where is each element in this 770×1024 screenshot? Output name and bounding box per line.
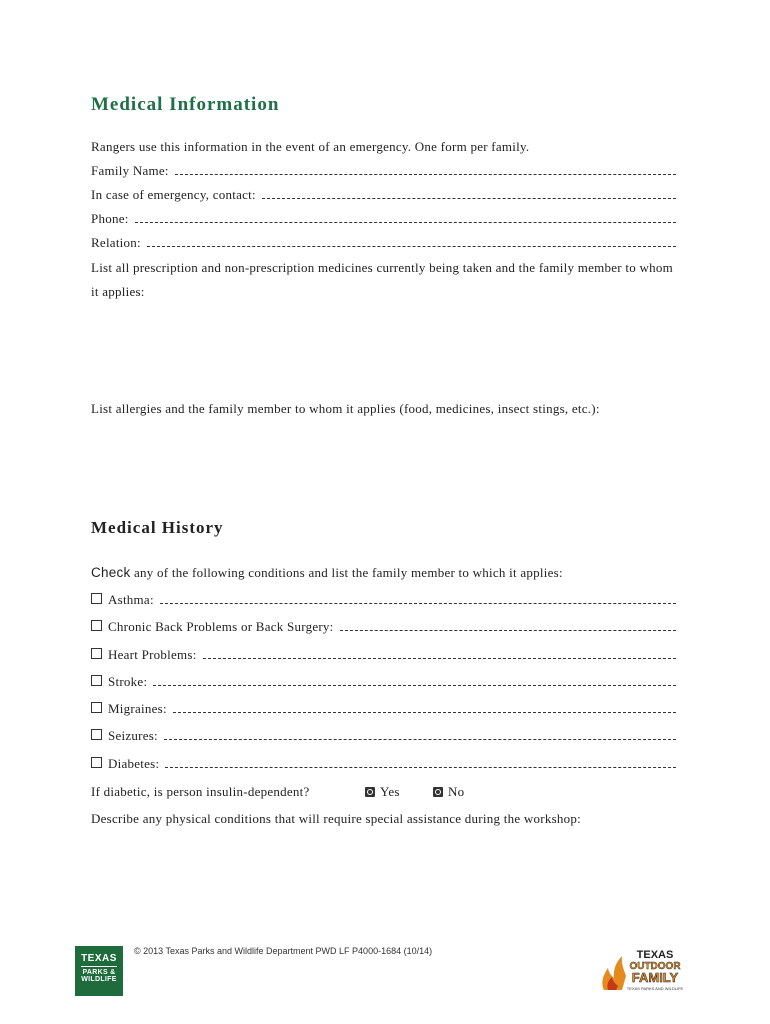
condition-blank[interactable] (173, 701, 676, 713)
condition-blank[interactable] (340, 619, 676, 631)
condition-label: Seizures: (108, 728, 158, 743)
medical-history-heading: Medical History (91, 518, 224, 537)
allergies-prompt: List allergies and the family member to whom it applies (food, medicines, insect stings, etc.): (91, 401, 600, 416)
condition-label: Asthma: (108, 592, 154, 607)
tpw-logo: TEXAS PARKS & WILDLIFE (75, 946, 123, 996)
checkbox-icon[interactable] (91, 648, 102, 659)
condition-row-migraines[interactable] (91, 701, 676, 717)
insulin-question: If diabetic, is person insulin-dependent? (91, 784, 310, 799)
condition-label: Diabetes: (108, 756, 160, 771)
phone-field[interactable] (91, 211, 676, 227)
condition-blank[interactable] (164, 728, 676, 740)
condition-label: Migraines: (108, 701, 167, 716)
svg-text:TEXAS PARKS AND WILDLIFE: TEXAS PARKS AND WILDLIFE (626, 986, 684, 991)
checkbox-icon[interactable] (91, 675, 102, 686)
condition-blank[interactable] (160, 592, 676, 604)
condition-blank[interactable] (165, 756, 676, 768)
checkbox-icon[interactable] (91, 593, 102, 604)
condition-label: Stroke: (108, 674, 148, 689)
family-name-label: Family Name: (91, 163, 169, 178)
condition-blank[interactable] (153, 674, 676, 686)
no-option[interactable]: No (433, 784, 464, 800)
condition-row-stroke[interactable] (91, 674, 676, 690)
checkbox-icon[interactable] (91, 729, 102, 740)
family-name-field[interactable] (91, 163, 676, 179)
intro-text: Rangers use this information in the event of an emergency. One form per family. (91, 139, 530, 154)
emergency-contact-label: In case of emergency, contact: (91, 187, 256, 202)
family-name-blank[interactable] (175, 163, 676, 175)
emergency-contact-blank[interactable] (262, 187, 676, 199)
phone-blank[interactable] (135, 211, 676, 223)
phone-label: Phone: (91, 211, 129, 226)
relation-blank[interactable] (147, 235, 676, 247)
instruction-check-word: Check (91, 565, 131, 580)
radio-button-icon[interactable] (433, 787, 443, 797)
checkbox-icon[interactable] (91, 620, 102, 631)
condition-label: Heart Problems: (108, 647, 197, 662)
radio-button-icon[interactable] (365, 787, 375, 797)
svg-text:FAMILY: FAMILY (631, 970, 679, 985)
condition-row-back[interactable] (91, 619, 676, 635)
physical-conditions-prompt: Describe any physical conditions that will require special assistance during the workshop: (91, 811, 582, 826)
condition-blank[interactable] (203, 647, 676, 659)
checkbox-icon[interactable] (91, 757, 102, 768)
emergency-contact-field[interactable] (91, 187, 676, 203)
relation-label: Relation: (91, 235, 141, 250)
checkbox-icon[interactable] (91, 702, 102, 713)
medicines-prompt: List all prescription and non-prescription medicines currently being taken and the family member to whom it applies: (91, 260, 673, 299)
relation-field[interactable] (91, 235, 676, 251)
condition-row-diabetes[interactable] (91, 756, 676, 772)
condition-row-seizures[interactable] (91, 728, 676, 744)
copyright-text: © 2013 Texas Parks and Wildlife Department PWD LF P4000-1684 (10/14) (134, 946, 433, 956)
condition-row-heart[interactable] (91, 647, 676, 663)
svg-text:TEXAS: TEXAS (636, 949, 674, 961)
medical-information-heading: Medical Information (91, 94, 280, 115)
history-instruction: Check any of the following conditions and list the family member to which it applies: (91, 565, 563, 580)
yes-option[interactable]: Yes (365, 784, 400, 800)
svg-text:OUTDOOR: OUTDOOR (629, 961, 681, 972)
condition-label: Chronic Back Problems or Back Surgery: (108, 619, 334, 634)
texas-outdoor-family-logo (598, 946, 690, 994)
condition-row-asthma[interactable] (91, 592, 676, 608)
